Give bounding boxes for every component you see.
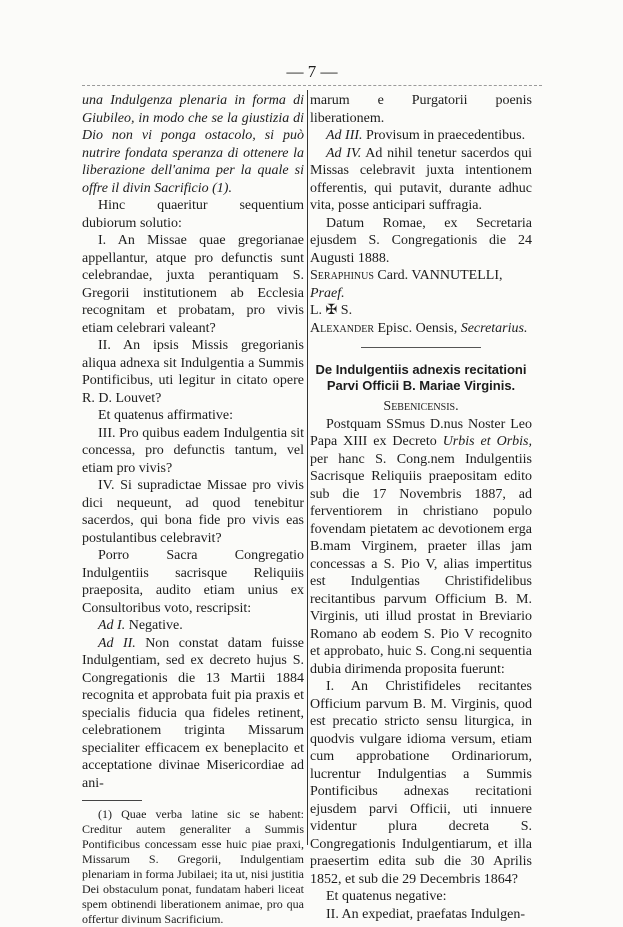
question-intro: Hinc quaeritur sequentium dubiorum solutio: <box>82 198 304 231</box>
secretary-name: Alexander <box>310 320 374 336</box>
section-separator <box>361 347 481 348</box>
header-rule <box>82 85 542 86</box>
answer-3-label: Ad III. <box>326 128 363 143</box>
answer-1 <box>82 617 304 635</box>
answer-3 <box>310 127 532 145</box>
rescript-intro: Porro Sacra Congregatio Indulgentiis sacrisque Reliquiis praeposita, audito etiam unius ex Consultoribus voto, rescripsit: <box>82 548 304 616</box>
decree-paragraph <box>310 416 532 679</box>
signature-secretary <box>310 320 532 338</box>
decree-italic: Urbis et Orbis, <box>442 434 533 449</box>
question-3: III. Pro quibus eadem Indulgentia sit concessa, pro defunctis tantum, vel etiam pro vivis? <box>82 425 304 476</box>
signature-prefect <box>310 267 532 302</box>
footnote: (1) Quae verba latine sic se habent: Creditur autem generaliter a Summis Pontificibus concessam esse huic piae praxi, Missarum S. Gregorii, Indulgentiam plenariam in forma Jubilaei; ita ut, nisi justitia Dei obstaculum ponat, fundatam haberi liceat spem obtinendi liberationem animae, pro qua offertur divinum Sacrificium. <box>82 807 304 926</box>
decree-start: Postquam SSmus D.nus Noster Leo Papa XIII ex Decreto <box>310 416 532 449</box>
answer-4-label: Ad IV. <box>326 145 362 161</box>
answer-4 <box>310 145 532 215</box>
answer-1-text: Negative. <box>128 618 183 633</box>
question-4: IV. Si supradictae Missae pro vivis dici nequeunt, ad quod tenebitur sacerdos, qui bona fide pro vivis eas postulantibus celebravit? <box>82 478 304 546</box>
intro-italic: una Indulgenza plenaria in forma di Giubileo, in modo che se la giustizia di Dio non vi ponga ostacolo, si può nutrire fondata speranza di ottenere la liberazione dell'anima per la quale si offre il divin Sacrificio (1). <box>82 93 304 196</box>
answer-1-label: Ad I. <box>98 618 126 633</box>
answer-4-text: Ad nihil tenetur sacerdos qui Missas celebravit juxta intentionem offerentis, qui putavit, durante adhuc vita, posse anticipari suffragia. <box>310 145 532 213</box>
left-column <box>82 92 304 927</box>
locus-sigilli: L. ✠ S. <box>310 303 353 318</box>
secretary-title: Secretarius. <box>460 320 528 336</box>
prefect-title: Praef. <box>310 285 345 301</box>
prefect-name: Seraphinus <box>310 268 374 283</box>
negative-line: Et quatenus negative: <box>326 889 447 904</box>
decree-rest: per hanc S. Cong.nem Indulgentiis Sacrisque Reliquiis praepositam edito sub die 17 Novembris 1887, ad ferventiorem in christiano populo fovendam pietatem ac devotionem erga B.mam Virginem, praeter illas jam concessas a S. Pio V, alias impertitus est Indulgentias Christifidelibus recitantibus parvum Officium B. M. Virginis, uti illud prostat in Breviario Romano ab eodem S. Pio V recognito et approbato, huic S. Cong.ni sequentia dubia dirimenda proposita fuerunt: <box>310 451 532 677</box>
affirmative-line: Et quatenus affirmative: <box>98 408 234 423</box>
section-title: De Indulgentiis adnexis recitationi Parvi Officii B. Mariae Virginis. <box>315 362 527 393</box>
doubt-1: I. An Christifideles recitantes Officium parvum B. M. Virginis, quod est precatio stricto sensu liturgica, in quodvis vulgare idioma versum, etiam cum approbatione Ordinariorum, lucrentur Indulgentias a Summis Pontificibus adnexas recitationi ejusdem parvi Officii, uti innuere videntur plura decreta S. Congregationis Indulgentiarum, et illa praesertim edita sub die 30 Aprilis 1852, et sub die 29 Decembris 1864? <box>310 679 532 887</box>
question-2: II. An ipsis Missis gregorianis aliqua adnexa sit Indulgentia a Summis Pontificibus, uti legitur in citato opere R. D. Louvet? <box>82 338 304 406</box>
answer-2-continued: marum e Purgatorii poenis liberationem. <box>310 93 532 126</box>
answer-2-text: Non constat datam fuisse Indulgentiam, sed ex decreto hujus S. Congregationis die 13 Martii 1884 recognita et approbata fuit pia praxis et specialis fiducia qua fideles retinent, celebrationem triginta Missarum specialiter efficacem ex beneplacito et acceptatione divinae Misericordiae ad ani- <box>82 635 305 791</box>
column-divider <box>307 90 308 845</box>
secretary-rest: Episc. Oensis, <box>377 320 458 336</box>
answer-2 <box>82 635 304 793</box>
right-column <box>310 92 532 923</box>
diocese-heading: Sebenicensis. <box>383 399 459 414</box>
doubt-2: II. An expediat, praefatas Indulgen- <box>326 906 526 922</box>
prefect-rest: Card. VANNUTELLI, <box>377 268 503 283</box>
footnote-rule <box>82 800 142 801</box>
page-number: — 7 — <box>286 62 338 81</box>
answer-3-text: Provisum in praecedentibus. <box>366 128 526 143</box>
question-1: I. An Missae quae gregorianae appellantur, atque pro defunctis sunt celebrandae, juxta perantiquam S. Gregorii institutionem ab Ecclesia recognitam et probatam, pro vivis etiam celebrari valeant? <box>82 233 304 336</box>
answer-2-label: Ad II. <box>98 635 136 651</box>
datum-line: Datum Romae, ex Secretaria ejusdem S. Congregationis die 24 Augusti 1888. <box>310 215 532 266</box>
